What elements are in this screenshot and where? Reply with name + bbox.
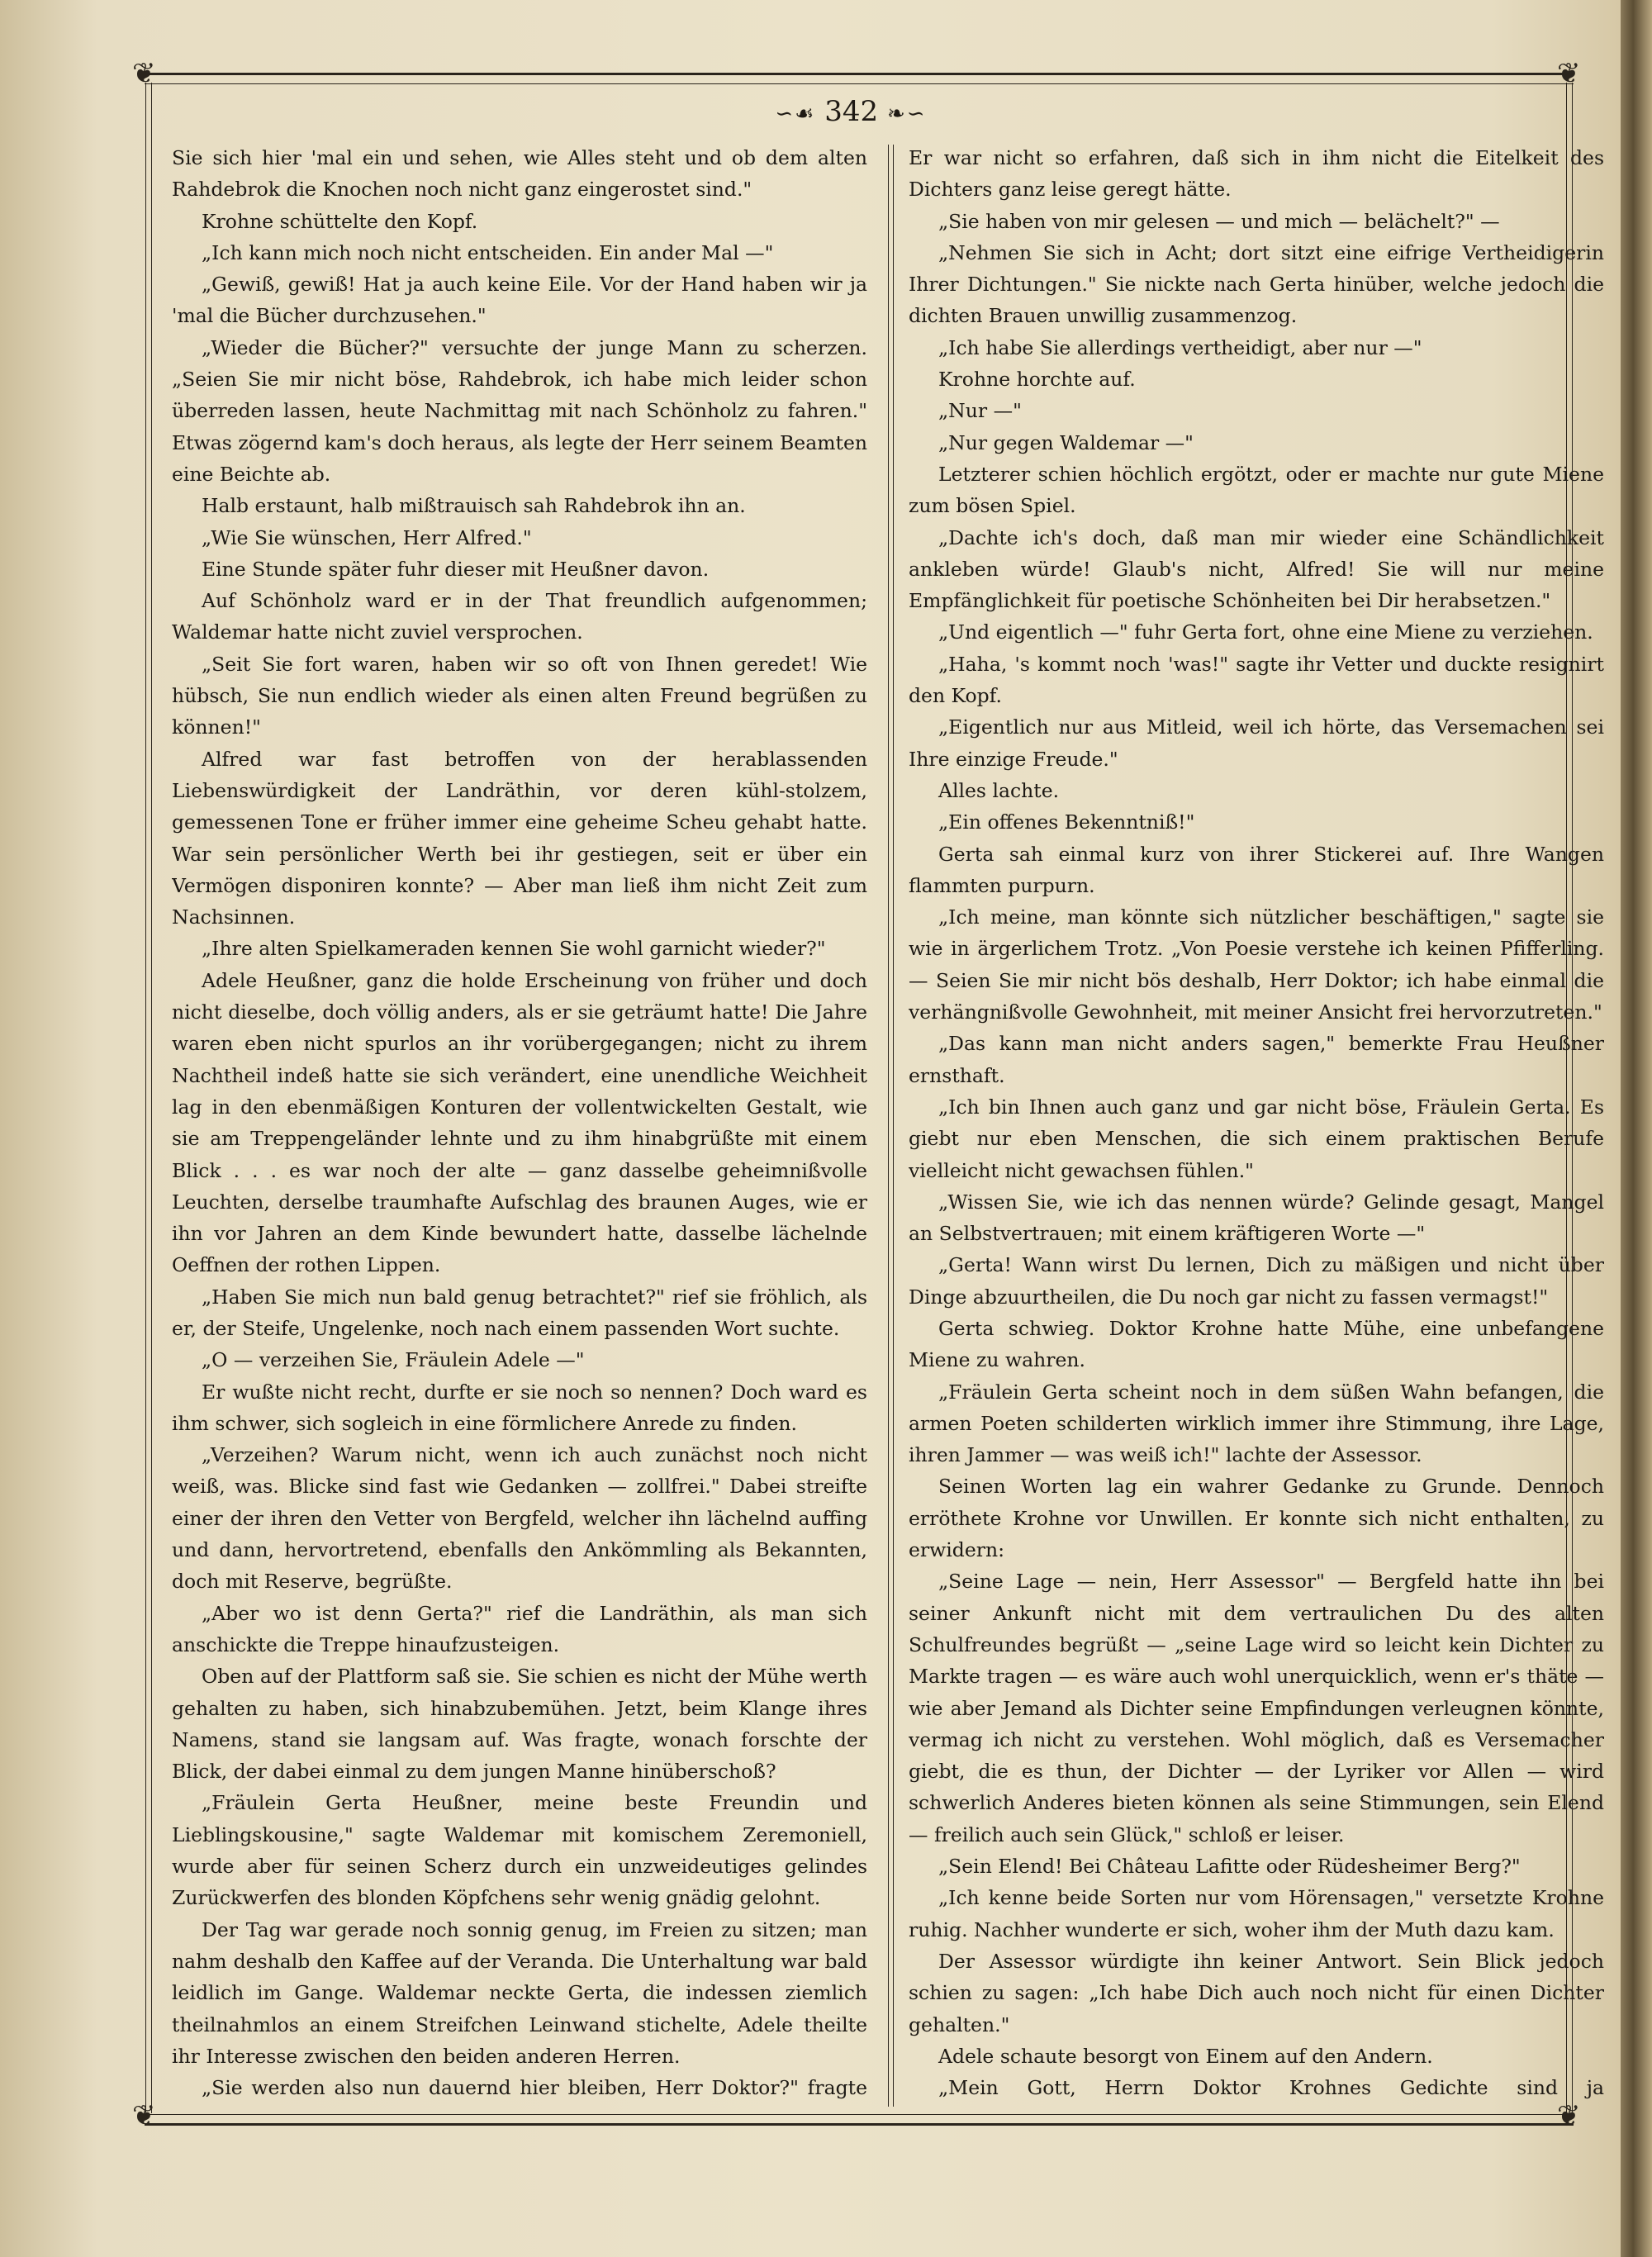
paragraph: Er wußte nicht recht, durfte er sie noch so nennen? Doch ward es ihm schwer, sich sogleich in eine förmlichere Anrede zu finden. bbox=[172, 1380, 867, 1435]
corner-ornament-icon: ❦ bbox=[1557, 2099, 1581, 2132]
corner-ornament-icon: ❦ bbox=[132, 57, 156, 90]
paragraph: „Dachte ich's doch, daß man mir wieder eine Schändlichkeit ankleben würde! Glaub's nicht, Alfred! Sie will nur meine Empfänglichkeit für poetische Schönheiten bei Dir herabsetzen." bbox=[909, 525, 1604, 613]
column-divider bbox=[888, 145, 894, 2107]
paragraph: „Sie werden also nun dauernd hier bleiben, Herr Doktor?" fragte bbox=[202, 2076, 867, 2100]
paragraph: „Fräulein Gerta scheint noch in dem süßen Wahn befangen, die armen Poeten schilderten wirklich immer ihre Stimmung, ihre Lage, ihren Jammer — was weiß ich!" lachte der Assessor. bbox=[909, 1380, 1604, 1467]
paragraph: „Ich kenne beide Sorten nur vom Hörensagen," versetzte Krohne ruhig. Nachher wunderte er sich, woher ihm der Muth dazu kam. bbox=[909, 1886, 1604, 1941]
paragraph: Letzterer schien höchlich ergötzt, oder er machte nur gute Miene zum bösen Spiel. bbox=[909, 462, 1604, 518]
left-text-column bbox=[172, 142, 867, 2108]
paragraph: Alfred war fast betroffen von der herablassenden Liebenswürdigkeit der Landräthin, vor deren kühl-stolzem, gemessenen Tone er früher immer eine geheime Scheu gehabt hatte. War sein persönlicher Werth bei ihr gestiegen, seit er über ein Vermögen disponiren konnte? — Aber man ließ ihm nicht Zeit zum Nachsinnen. bbox=[172, 747, 867, 929]
paragraph: „Sie haben von mir gelesen — und mich — belächelt?" — bbox=[938, 209, 1500, 233]
corner-ornament-icon: ❦ bbox=[132, 2099, 156, 2132]
paragraph: „Ich habe Sie allerdings vertheidigt, aber nur —" bbox=[938, 335, 1422, 359]
paragraph: „Ich kann mich noch nicht entscheiden. Ein ander Mal —" bbox=[202, 240, 774, 264]
paragraph: „Wissen Sie, wie ich das nennen würde? Gelinde gesagt, Mangel an Selbstvertrauen; mit einem kräftigeren Worte —" bbox=[909, 1190, 1604, 1246]
paragraph: Alles lachte. bbox=[938, 778, 1060, 802]
paragraph: „O — verzeihen Sie, Fräulein Adele —" bbox=[202, 1348, 585, 1372]
corner-ornament-icon: ❦ bbox=[1557, 57, 1581, 90]
flourish-right-icon: ❧∽ bbox=[887, 102, 927, 126]
paragraph: „Wieder die Bücher?" versuchte der junge Mann zu scherzen. „Seien Sie mir nicht böse, Rahdebrok, ich habe mich leider schon überreden lassen, heute Nachmittag mit nach Schönholz zu fahren." Etwas zögernd kam's doch heraus, als legte der Herr seinem Beamten eine Beichte ab. bbox=[172, 335, 867, 486]
paragraph: „Nehmen Sie sich in Acht; dort sitzt eine eifrige Vertheidigerin Ihrer Dichtungen." Sie nickte nach Gerta hinüber, welche jedoch die dichten Brauen unwillig zusammenzog. bbox=[909, 240, 1604, 328]
paragraph: „Haha, 's kommt noch 'was!" sagte ihr Vetter und duckte resignirt den Kopf. bbox=[909, 652, 1604, 708]
bottom-border-rule bbox=[145, 2114, 1574, 2126]
paragraph: Gerta sah einmal kurz von ihrer Stickerei auf. Ihre Wangen flammten purpurn. bbox=[909, 842, 1604, 897]
paragraph: „Mein Gott, Herrn Doktor Krohnes Gedichte sind ja bbox=[938, 2076, 1604, 2100]
paragraph: „Das kann man nicht anders sagen," bemerkte Frau Heußner ernsthaft. bbox=[909, 1032, 1604, 1087]
paragraph: „Ein offenes Bekenntniß!" bbox=[938, 810, 1195, 834]
right-text-column bbox=[909, 142, 1604, 2108]
flourish-left-icon: ∽☙ bbox=[775, 102, 816, 126]
paragraph: „Aber wo ist denn Gerta?" rief die Landräthin, als man sich anschickte die Treppe hinaufzusteigen. bbox=[172, 1601, 867, 1656]
left-border-rule bbox=[145, 83, 152, 2113]
paragraph: „Sein Elend! Bei Château Lafitte oder Rüdesheimer Berg?" bbox=[938, 1855, 1521, 1879]
paragraph: „Nur —" bbox=[938, 399, 1022, 423]
paragraph: „Gerta! Wann wirst Du lernen, Dich zu mäßigen und nicht über Dinge abzuurtheilen, die Du noch gar nicht zu fassen vermagst!" bbox=[909, 1253, 1604, 1309]
paragraph: „Nur gegen Waldemar —" bbox=[938, 430, 1194, 454]
paragraph: „Und eigentlich —" fuhr Gerta fort, ohne eine Miene zu verziehen. bbox=[938, 620, 1593, 644]
paragraph: Sie sich hier 'mal ein und sehen, wie Alles steht und ob dem alten Rahdebrok die Knochen noch nicht ganz eingerostet sind." bbox=[172, 146, 867, 202]
paragraph: „Verzeihen? Warum nicht, wenn ich auch zunächst noch nicht weiß, was. Blicke sind fast wie Gedanken — zollfrei." Dabei streifte einer der ihren den Vetter von Bergfeld, welcher ihn lächelnd auffing und dann, hervortretend, ebenfalls den Ankömmling als Bekannten, doch mit Reserve, begrüßte. bbox=[172, 1443, 867, 1594]
paragraph: „Haben Sie mich nun bald genug betrachtet?" rief sie fröhlich, als er, der Steife, Ungelenke, noch nach einem passenden Wort suchte. bbox=[172, 1285, 867, 1340]
paragraph: Auf Schönholz ward er in der That freundlich aufgenommen; Waldemar hatte nicht zuviel versprochen. bbox=[172, 589, 867, 644]
paragraph: Gerta schwieg. Doktor Krohne hatte Mühe, eine unbefangene Miene zu wahren. bbox=[909, 1316, 1604, 1372]
paragraph: Eine Stunde später fuhr dieser mit Heußner davon. bbox=[202, 557, 710, 581]
paragraph: „Seit Sie fort waren, haben wir so oft von Ihnen geredet! Wie hübsch, Sie nun endlich wieder als einen alten Freund begrüßen zu können!" bbox=[172, 652, 867, 739]
paragraph: „Seine Lage — nein, Herr Assessor" — Bergfeld hatte ihn bei seiner Ankunft nicht mit dem vertraulichen Du des alten Schulfreundes begrüßt — „seine Lage wird so leicht kein Dichter zu Markte tragen — es wäre auch wohl unerquicklich, wenn er's thäte — wie aber Jemand als Dichter seine Empfindungen verleugnen könnte, vermag ich nicht zu verstehen. Wohl möglich, daß es Versemacher giebt, die es thun, der Dichter — der Lyriker vor Allen — wird schwerlich Anderes bieten können als seine Stimmungen, sein Elend — freilich auch sein Glück," schloß er leiser. bbox=[909, 1570, 1604, 1846]
top-border-rule bbox=[145, 73, 1574, 84]
paragraph: Krohne schüttelte den Kopf. bbox=[202, 209, 478, 233]
paragraph: „Eigentlich nur aus Mitleid, weil ich hörte, das Versemachen sei Ihre einzige Freude." bbox=[909, 715, 1604, 771]
paragraph: Krohne horchte auf. bbox=[938, 368, 1136, 392]
paragraph: Halb erstaunt, halb mißtrauisch sah Rahdebrok ihn an. bbox=[202, 494, 746, 518]
paragraph: Seinen Worten lag ein wahrer Gedanke zu Grunde. Dennoch erröthete Krohne vor Unwillen. Er konnte sich nicht enthalten, zu erwidern: bbox=[909, 1475, 1604, 1562]
paragraph: „Gewiß, gewiß! Hat ja auch keine Eile. Vor der Hand haben wir ja 'mal die Bücher durchzusehen." bbox=[172, 273, 867, 328]
paragraph: Adele Heußner, ganz die holde Erscheinung von früher und doch nicht dieselbe, doch völlig anders, als er sie geträumt hatte! Die Jahre waren eben nicht spurlos an ihr vorübergegangen; nicht zu ihrem Nachtheil indeß hatte sie sich verändert, eine unendliche Weichheit lag in den ebenmäßigen Konturen der vollentwickelten Gestalt, wie sie am Treppengeländer lehnte und zu ihm hinabgrüßte mit einem Blick . . . es war noch der alte — ganz dasselbe geheimnißvolle Leuchten, derselbe traumhafte Aufschlag des braunen Auges, wie er ihn vor Jahren an dem Kinde bewundert hatte, dasselbe lächelnde Oeffnen der rothen Lippen. bbox=[172, 968, 867, 1277]
paragraph: „Fräulein Gerta Heußner, meine beste Freundin und Lieblingskousine," sagte Waldemar mit komischem Zeremoniell, wurde aber für seinen Scherz durch ein unzweideutiges gelindes Zurückwerfen des blonden Köpfchens sehr wenig gnädig gelohnt. bbox=[172, 1791, 867, 1910]
paragraph: „Ich meine, man könnte sich nützlicher beschäftigen," sagte sie wie in ärgerlichem Trotz. „Von Poesie verstehe ich keinen Pfifferling. — Seien Sie mir nicht bös deshalb, Herr Doktor; ich habe einmal die verhängnißvolle Gewohnheit, mit meiner Ansicht frei hervorzutreten." bbox=[909, 905, 1604, 1024]
paragraph: Der Tag war gerade noch sonnig genug, im Freien zu sitzen; man nahm deshalb den Kaffee auf der Veranda. Die Unterhaltung war bald leidlich im Gange. Waldemar neckte Gerta, die indessen ziemlich theilnahmlos an einem Streifchen Leinwand stichelte, Adele theilte ihr Interesse zwischen den beiden anderen Herren. bbox=[172, 1917, 867, 2068]
paragraph: „Wie Sie wünschen, Herr Alfred." bbox=[202, 525, 532, 549]
book-binding-edge bbox=[1621, 0, 1652, 2257]
page-number: 342 bbox=[824, 95, 879, 128]
paragraph: Adele schaute besorgt von Einem auf den Andern. bbox=[938, 2044, 1433, 2068]
paragraph: Der Assessor würdigte ihn keiner Antwort. Sein Blick jedoch schien zu sagen: „Ich habe Dich auch noch nicht für einen Dichter gehalten." bbox=[909, 1949, 1604, 2036]
paragraph: Oben auf der Plattform saß sie. Sie schien es nicht der Mühe werth gehalten zu haben, sich hinabzubemühen. Jetzt, beim Klange ihres Namens, stand sie langsam auf. Was fragte, wonach forschte der Blick, der dabei einmal zu dem jungen Manne hinüberschoß? bbox=[172, 1665, 867, 1784]
paragraph: Er war nicht so erfahren, daß sich in ihm nicht die Eitelkeit des Dichters ganz leise geregt hätte. bbox=[909, 146, 1604, 202]
paragraph: „Ihre alten Spielkameraden kennen Sie wohl garnicht wieder?" bbox=[202, 937, 826, 961]
page-header bbox=[743, 91, 958, 132]
paragraph: „Ich bin Ihnen auch ganz und gar nicht böse, Fräulein Gerta. Es giebt nur eben Menschen, die sich einem praktischen Berufe vielleicht nicht gewachsen fühlen." bbox=[909, 1095, 1604, 1182]
